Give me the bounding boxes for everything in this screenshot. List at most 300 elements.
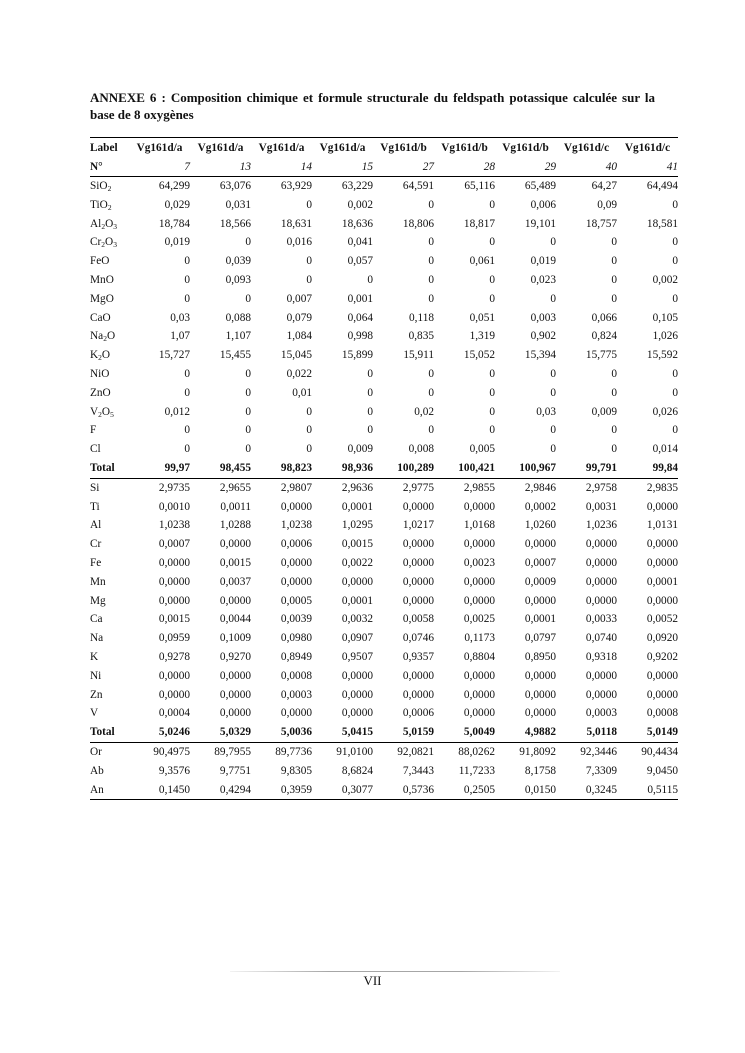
value-cell: 0,093 [225, 273, 251, 286]
value-cell: 0,0000 [280, 500, 312, 513]
value-cell: 0,012 [164, 405, 190, 418]
cation-row [90, 629, 678, 648]
value-cell: 0,0023 [463, 556, 495, 569]
value-cell: 0 [428, 255, 434, 268]
value-cell: 99,84 [652, 461, 678, 474]
formula-text: TiO [90, 198, 108, 211]
value-cell: 0,8950 [524, 650, 556, 663]
formula-text: Zn [90, 688, 103, 701]
row-label [90, 177, 129, 196]
value-cell: 0,0000 [219, 538, 251, 551]
value-cell: 0,023 [530, 273, 556, 286]
oxide-row [90, 440, 678, 459]
value-cell: 0,9318 [585, 650, 617, 663]
row-label [90, 403, 129, 422]
value-cell: 0,09 [597, 198, 617, 211]
cation-total-row [90, 723, 678, 742]
formula-text: SiO [90, 180, 108, 192]
value-cell: 0,0000 [158, 575, 190, 588]
value-cell: 9,0450 [646, 764, 678, 777]
value-cell: 0,0000 [341, 707, 373, 720]
value-cell: 0,0025 [463, 613, 495, 626]
value-cell: 0 [428, 292, 434, 305]
value-cell: 0,0058 [402, 613, 434, 626]
formula-text: Al [90, 519, 102, 532]
value-cell: 2,9775 [373, 478, 434, 497]
value-cell: 90,4434 [617, 742, 678, 761]
value-cell: 0 [489, 405, 495, 418]
formula-text: Ca [90, 613, 103, 626]
oxide-row [90, 346, 678, 365]
value-cell: 7,3309 [585, 764, 617, 777]
value-cell: 0,0000 [341, 688, 373, 701]
end-member-row [90, 781, 678, 800]
value-cell: 0,0000 [463, 575, 495, 588]
sample-label: Vg161d/c [617, 138, 678, 159]
formula-subscript: 2 [98, 409, 102, 419]
value-cell: 0,0005 [280, 594, 312, 607]
value-cell: 64,591 [373, 177, 434, 196]
value-cell: 2,9846 [495, 478, 556, 497]
value-cell: 0,0797 [524, 632, 556, 645]
value-cell: 0 [672, 424, 678, 437]
value-cell: 0 [672, 292, 678, 305]
value-cell: 0,9202 [646, 650, 678, 663]
value-cell: 0,0000 [463, 688, 495, 701]
formula-text: Na [90, 632, 104, 645]
value-cell: 5,0159 [402, 726, 434, 739]
value-cell: 0 [672, 236, 678, 249]
value-cell: 5,0149 [646, 726, 678, 739]
value-cell: 0,3245 [556, 781, 617, 800]
value-cell: 0,066 [591, 311, 617, 324]
value-cell: 7,3443 [402, 764, 434, 777]
row-label [90, 271, 129, 290]
value-cell: 0,1450 [129, 781, 190, 800]
value-cell: 5,0118 [586, 726, 617, 739]
value-cell: 0,0980 [280, 632, 312, 645]
cation-row [90, 704, 678, 723]
formula-text: ZnO [90, 386, 111, 399]
formula-text: V [90, 707, 99, 720]
formula-subscript: 2 [107, 184, 112, 193]
value-cell: 0 [184, 386, 190, 399]
value-cell: 88,0262 [434, 742, 495, 761]
value-cell: 89,7736 [251, 742, 312, 761]
formula-text: NiO [90, 367, 110, 380]
formula-text: O [105, 217, 114, 230]
value-cell: 0 [306, 255, 312, 268]
row-label [90, 610, 129, 629]
value-cell: 0,0000 [463, 500, 495, 513]
value-cell: 0,051 [469, 311, 495, 324]
value-cell: 0,022 [286, 367, 312, 380]
value-cell: 0,0000 [402, 669, 434, 682]
value-cell: 0,001 [347, 292, 373, 305]
formula-subscript: 5 [110, 409, 114, 419]
value-cell: 1,0217 [402, 519, 434, 532]
value-cell: 0 [611, 367, 617, 380]
value-cell: 0 [428, 424, 434, 437]
value-cell: 63,076 [190, 177, 251, 196]
formula-text: An [90, 783, 104, 796]
value-cell: 0,1173 [464, 632, 495, 645]
formula-text: O [106, 330, 116, 343]
value-cell: 0,0000 [585, 538, 617, 551]
value-cell: 0,0000 [524, 707, 556, 720]
header-number-cell: N° [90, 161, 103, 173]
row-label [90, 215, 129, 234]
value-cell: 18,806 [402, 217, 434, 230]
value-cell: 0,0003 [585, 707, 617, 720]
feldspar-composition-table [90, 137, 678, 800]
value-cell: 0,0000 [219, 688, 251, 701]
value-cell: 0,9357 [402, 650, 434, 663]
value-cell: 0 [489, 236, 495, 249]
cation-row [90, 648, 678, 667]
oxide-row [90, 327, 678, 346]
formula-subscript: 2 [101, 240, 106, 250]
value-cell: 0,998 [347, 330, 373, 343]
oxide-row [90, 290, 678, 309]
value-cell: 0 [245, 236, 251, 249]
row-label [90, 704, 129, 723]
formula-text: Cr [90, 538, 102, 551]
value-cell: 0,01 [292, 386, 312, 399]
value-cell: 5,0329 [219, 726, 251, 739]
row-label [90, 781, 129, 800]
value-cell: 15,592 [646, 349, 678, 362]
value-cell: 0 [367, 273, 373, 286]
formula-text: Ni [90, 669, 102, 682]
value-cell: 0,4294 [190, 781, 251, 800]
value-cell: 9,7751 [219, 764, 251, 777]
value-cell: 0 [550, 292, 556, 305]
value-cell: 0 [306, 273, 312, 286]
value-cell: 0,0000 [463, 538, 495, 551]
value-cell: 0,0015 [158, 613, 190, 626]
value-cell: 0,0000 [280, 556, 312, 569]
row-label [90, 516, 129, 535]
cation-row [90, 686, 678, 705]
value-cell: 0,002 [652, 273, 678, 286]
sample-label: Vg161d/a [190, 138, 251, 159]
sample-number: 28 [483, 161, 495, 173]
value-cell: 0 [245, 292, 251, 305]
value-cell: 0,8804 [463, 650, 495, 663]
value-cell: 0,0746 [402, 632, 434, 645]
value-cell: 0 [245, 367, 251, 380]
value-cell: 15,775 [585, 349, 617, 362]
value-cell: 0,0000 [219, 594, 251, 607]
value-cell: 0,0000 [280, 707, 312, 720]
value-cell: 63,929 [251, 177, 312, 196]
formula-text: Ab [90, 764, 104, 777]
formula-text: Ti [90, 500, 100, 513]
row-label [90, 196, 129, 215]
oxide-row [90, 384, 678, 403]
header-label-cell: Label [90, 138, 129, 159]
value-cell: 0,0000 [341, 669, 373, 682]
value-cell: 100,967 [519, 461, 556, 474]
cation-row [90, 592, 678, 611]
value-cell: 0,0907 [341, 632, 373, 645]
value-cell: 0,0006 [402, 707, 434, 720]
value-cell: 0,0008 [646, 707, 678, 720]
oxide-row [90, 177, 678, 196]
row-label [90, 309, 129, 328]
value-cell: 0 [367, 405, 373, 418]
value-cell: 65,116 [434, 177, 495, 196]
value-cell: 18,566 [219, 217, 251, 230]
value-cell: 99,791 [585, 461, 617, 474]
formula-text: CaO [90, 311, 111, 324]
sample-label: Vg161d/b [373, 138, 434, 159]
row-label [90, 554, 129, 573]
value-cell: 0 [428, 386, 434, 399]
row-label [90, 592, 129, 611]
value-cell: 0,016 [286, 236, 312, 249]
value-cell: 0,0000 [402, 538, 434, 551]
value-cell: 0 [672, 255, 678, 268]
row-label [90, 440, 129, 459]
value-cell: 0,0037 [219, 575, 251, 588]
value-cell: 0 [489, 424, 495, 437]
value-cell: 9,8305 [280, 764, 312, 777]
value-cell: 98,823 [280, 461, 312, 474]
value-cell: 0,0015 [341, 538, 373, 551]
value-cell: 0,2505 [434, 781, 495, 800]
oxide-row [90, 421, 678, 440]
value-cell: 0,0001 [646, 575, 678, 588]
value-cell: 0,0000 [402, 575, 434, 588]
value-cell: 0,0001 [341, 594, 373, 607]
value-cell: 0 [489, 367, 495, 380]
value-cell: 5,0415 [341, 726, 373, 739]
value-cell: 0 [306, 198, 312, 211]
value-cell: 0,0000 [585, 575, 617, 588]
value-cell: 0,009 [347, 443, 373, 456]
value-cell: 1,0236 [585, 519, 617, 532]
formula-subscript: 2 [98, 353, 102, 363]
value-cell: 0 [428, 367, 434, 380]
formula-text: Mg [90, 594, 106, 607]
row-label [90, 346, 129, 365]
value-cell: 0,0740 [585, 632, 617, 645]
value-cell: 0,0000 [524, 594, 556, 607]
value-cell: 0 [245, 424, 251, 437]
value-cell: 0,0000 [463, 669, 495, 682]
formula-text: Al [90, 217, 102, 230]
value-cell: 15,455 [219, 349, 251, 362]
value-cell: 0,0000 [158, 688, 190, 701]
formula-text: Total [90, 726, 115, 739]
value-cell: 99,97 [164, 461, 190, 474]
row-label [90, 686, 129, 705]
row-label [90, 667, 129, 686]
value-cell: 0,0000 [524, 688, 556, 701]
end-member-row [90, 762, 678, 781]
value-cell: 100,289 [397, 461, 434, 474]
sample-label: Vg161d/a [312, 138, 373, 159]
value-cell: 2,9655 [190, 478, 251, 497]
sample-label: Vg161d/b [434, 138, 495, 159]
value-cell: 18,784 [158, 217, 190, 230]
value-cell: 0,0008 [280, 669, 312, 682]
value-cell: 0,105 [652, 311, 678, 324]
value-cell: 0 [245, 443, 251, 456]
value-cell: 90,4975 [129, 742, 190, 761]
oxide-row [90, 233, 678, 252]
formula-text: F [90, 424, 97, 437]
value-cell: 0,0003 [280, 688, 312, 701]
value-cell: 0 [367, 386, 373, 399]
value-cell: 0,5115 [617, 781, 678, 800]
value-cell: 0,0039 [280, 613, 312, 626]
value-cell: 0 [367, 367, 373, 380]
oxide-row [90, 215, 678, 234]
formula-text: O [101, 405, 111, 418]
cation-row [90, 478, 678, 497]
oxide-total-row [90, 459, 678, 478]
row-label [90, 723, 129, 742]
value-cell: 0 [611, 443, 617, 456]
value-cell: 0,0009 [524, 575, 556, 588]
value-cell: 5,0036 [280, 726, 312, 739]
sample-number: 13 [239, 161, 251, 173]
oxide-row [90, 196, 678, 215]
value-cell: 0,824 [591, 330, 617, 343]
value-cell: 0 [367, 424, 373, 437]
value-cell: 0 [550, 386, 556, 399]
value-cell: 0,003 [530, 311, 556, 324]
value-cell: 1,0260 [524, 519, 556, 532]
value-cell: 0,0000 [646, 500, 678, 513]
header-number-row [90, 158, 678, 177]
value-cell: 0 [184, 292, 190, 305]
value-cell: 0,0011 [220, 500, 251, 513]
value-cell: 63,229 [312, 177, 373, 196]
value-cell: 15,911 [403, 349, 434, 362]
value-cell: 0,9278 [158, 650, 190, 663]
sample-label: Vg161d/a [129, 138, 190, 159]
value-cell: 15,394 [524, 349, 556, 362]
value-cell: 2,9735 [129, 478, 190, 497]
value-cell: 0 [184, 424, 190, 437]
value-cell: 91,0100 [312, 742, 373, 761]
sample-number: 40 [605, 161, 617, 173]
row-label [90, 290, 129, 309]
formula-text: Cr [90, 236, 102, 249]
cation-row [90, 516, 678, 535]
value-cell: 0,118 [409, 311, 434, 324]
value-cell: 0,029 [164, 198, 190, 211]
value-cell: 91,8092 [495, 742, 556, 761]
sample-label: Vg161d/b [495, 138, 556, 159]
cation-row [90, 535, 678, 554]
value-cell: 15,899 [341, 349, 373, 362]
value-cell: 0 [550, 367, 556, 380]
value-cell: 1,084 [286, 330, 312, 343]
value-cell: 0,008 [408, 443, 434, 456]
formula-text: Si [90, 481, 100, 494]
value-cell: 0,0000 [402, 688, 434, 701]
value-cell: 1,026 [652, 330, 678, 343]
value-cell: 0,02 [414, 405, 434, 418]
value-cell: 0,0000 [158, 594, 190, 607]
value-cell: 18,631 [280, 217, 312, 230]
formula-text: K [90, 650, 99, 663]
value-cell: 0,0150 [495, 781, 556, 800]
page-number: VII [363, 973, 382, 988]
formula-subscript: 2 [107, 202, 112, 212]
row-label [90, 535, 129, 554]
value-cell: 1,0168 [463, 519, 495, 532]
value-cell: 0,019 [164, 236, 190, 249]
value-cell: 0,005 [469, 443, 495, 456]
value-cell: 0 [611, 236, 617, 249]
value-cell: 0,0000 [402, 500, 434, 513]
oxide-row [90, 309, 678, 328]
value-cell: 2,9855 [434, 478, 495, 497]
value-cell: 92,3446 [556, 742, 617, 761]
value-cell: 0 [611, 424, 617, 437]
sample-label: Vg161d/a [251, 138, 312, 159]
row-label [90, 742, 129, 761]
value-cell: 18,636 [341, 217, 373, 230]
row-label [90, 648, 129, 667]
value-cell: 0 [489, 386, 495, 399]
value-cell: 0,3959 [251, 781, 312, 800]
formula-subscript: 3 [113, 240, 117, 250]
value-cell: 64,299 [129, 177, 190, 196]
row-label [90, 498, 129, 517]
value-cell: 0,0007 [524, 556, 556, 569]
value-cell: 89,7955 [190, 742, 251, 761]
value-cell: 0 [672, 386, 678, 399]
row-label [90, 252, 129, 271]
value-cell: 1,0288 [219, 519, 251, 532]
value-cell: 0,007 [286, 292, 312, 305]
value-cell: 0,0000 [646, 556, 678, 569]
value-cell: 1,0238 [280, 519, 312, 532]
value-cell: 0 [489, 198, 495, 211]
value-cell: 0,031 [225, 198, 251, 211]
value-cell: 11,7233 [458, 764, 495, 777]
value-cell: 0,0007 [158, 538, 190, 551]
value-cell: 0 [550, 443, 556, 456]
value-cell: 5,0049 [463, 726, 495, 739]
value-cell: 0,0920 [646, 632, 678, 645]
value-cell: 0 [550, 424, 556, 437]
row-label [90, 478, 129, 497]
value-cell: 0 [306, 405, 312, 418]
cation-row [90, 610, 678, 629]
value-cell: 98,936 [341, 461, 373, 474]
formula-text: Total [90, 461, 115, 474]
value-cell: 0,0000 [341, 575, 373, 588]
value-cell: 0,0000 [585, 669, 617, 682]
value-cell: 0,0000 [463, 594, 495, 607]
formula-text: O [105, 236, 114, 249]
cation-row [90, 554, 678, 573]
value-cell: 0 [428, 273, 434, 286]
value-cell: 0 [550, 236, 556, 249]
value-cell: 15,052 [463, 349, 495, 362]
value-cell: 0 [672, 198, 678, 211]
oxide-row [90, 252, 678, 271]
value-cell: 0 [489, 292, 495, 305]
